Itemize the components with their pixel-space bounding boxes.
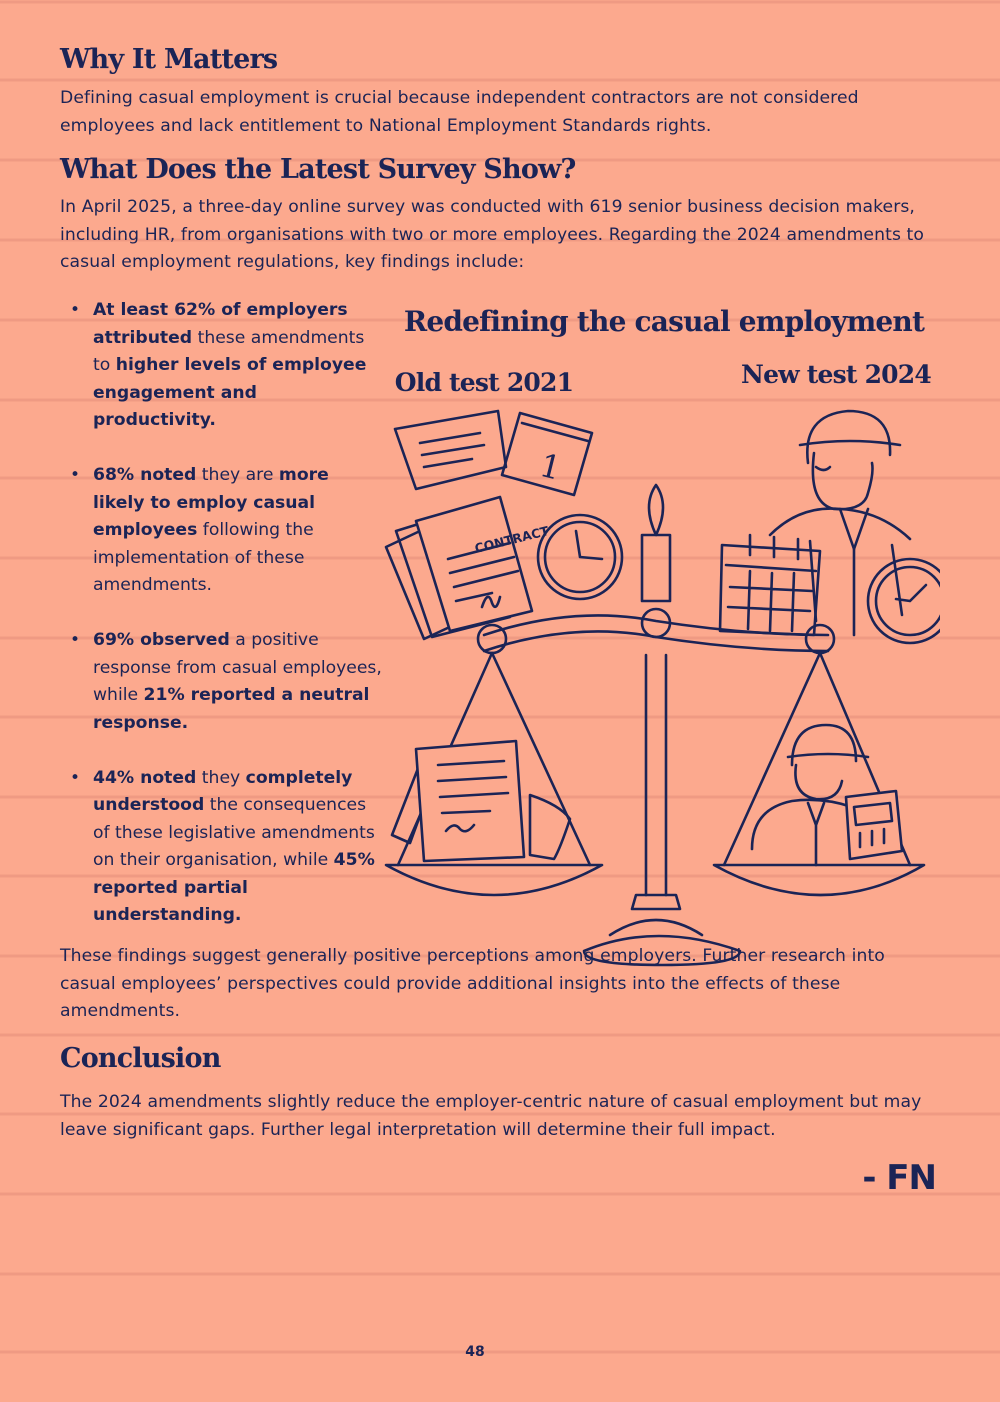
scale-illustration [380, 295, 940, 975]
finding-highlight: 68% noted [93, 465, 197, 485]
finding-highlight: At least 62% of employers attributed [93, 300, 348, 348]
finding-item [70, 462, 385, 600]
calendar-icon [720, 535, 820, 635]
finding-item [70, 297, 385, 435]
finding-run: they [196, 767, 246, 788]
conclusion-body: The 2024 amendments slightly reduce the employer-centric nature of casual employment but may leave significant gaps. Further legal interpretation will determine their full impact. [60, 1092, 922, 1140]
contract-icon [386, 497, 532, 639]
finding-highlight: more likely to employ casual employees [93, 465, 329, 540]
finding-highlight: 21% reported a neutral response. [93, 685, 370, 733]
illustration-title: Redefining the casual employment [403, 305, 925, 338]
documents-icon [392, 741, 570, 861]
finding-highlight: completely understood [93, 767, 353, 815]
finding-highlight: 45% reported partial understanding. [93, 850, 375, 925]
finding-highlight: higher levels of employee engagement and productivity. [93, 355, 367, 430]
finding-highlight: 69% observed [93, 630, 230, 650]
finding-text [93, 300, 366, 430]
finding-text [93, 465, 329, 595]
contract-label: CONTRACT [473, 523, 551, 556]
survey-closing: These findings suggest generally positive perceptions among employers. Further research into casual employees’ perspectives could provide additional insights into the effects of these amendments. [60, 946, 885, 1021]
new-test-label: New test 2024 [741, 360, 931, 389]
worker-icon-top [770, 411, 910, 635]
survey-intro: In April 2025, a three-day online survey was conducted with 619 senior business decision makers, including HR, from organisations with two or more employees. Regarding the 2024 amendments to casual employment regulations, key findings include: [60, 197, 925, 272]
old-test-label: Old test 2021 [394, 368, 574, 397]
calendar-number: 1 [536, 445, 566, 488]
finding-run: they are [196, 465, 279, 485]
why-it-matters-body: Defining casual employment is crucial because independent contractors are not considered employees and lack entitlement to National Employment Standards rights. [60, 88, 859, 136]
finding-text [93, 630, 382, 733]
finding-highlight: 44% noted [93, 767, 197, 788]
clock-icon-left [538, 515, 622, 599]
clock-icon-right [868, 559, 940, 643]
finding-run: a positive response from casual employees, while [93, 630, 382, 705]
survey-heading: What Does the Latest Survey Show? [60, 154, 576, 185]
findings-list [70, 297, 385, 957]
finding-text [93, 768, 375, 926]
finding-run: these amendments to [93, 327, 365, 375]
finding-item [70, 627, 385, 737]
why-it-matters-heading: Why It Matters [60, 44, 278, 75]
worker-icon-bottom [752, 725, 902, 865]
finding-run: following the implementation of these amendments. [93, 520, 314, 595]
note-icon [395, 411, 506, 489]
conclusion-heading: Conclusion [60, 1043, 221, 1074]
page-number: 48 [465, 1344, 485, 1360]
author-signature: - FN [862, 1158, 936, 1198]
finding-run: the consequences of these legislative amendments on their organisation, while [93, 795, 375, 870]
finding-item [70, 765, 385, 930]
